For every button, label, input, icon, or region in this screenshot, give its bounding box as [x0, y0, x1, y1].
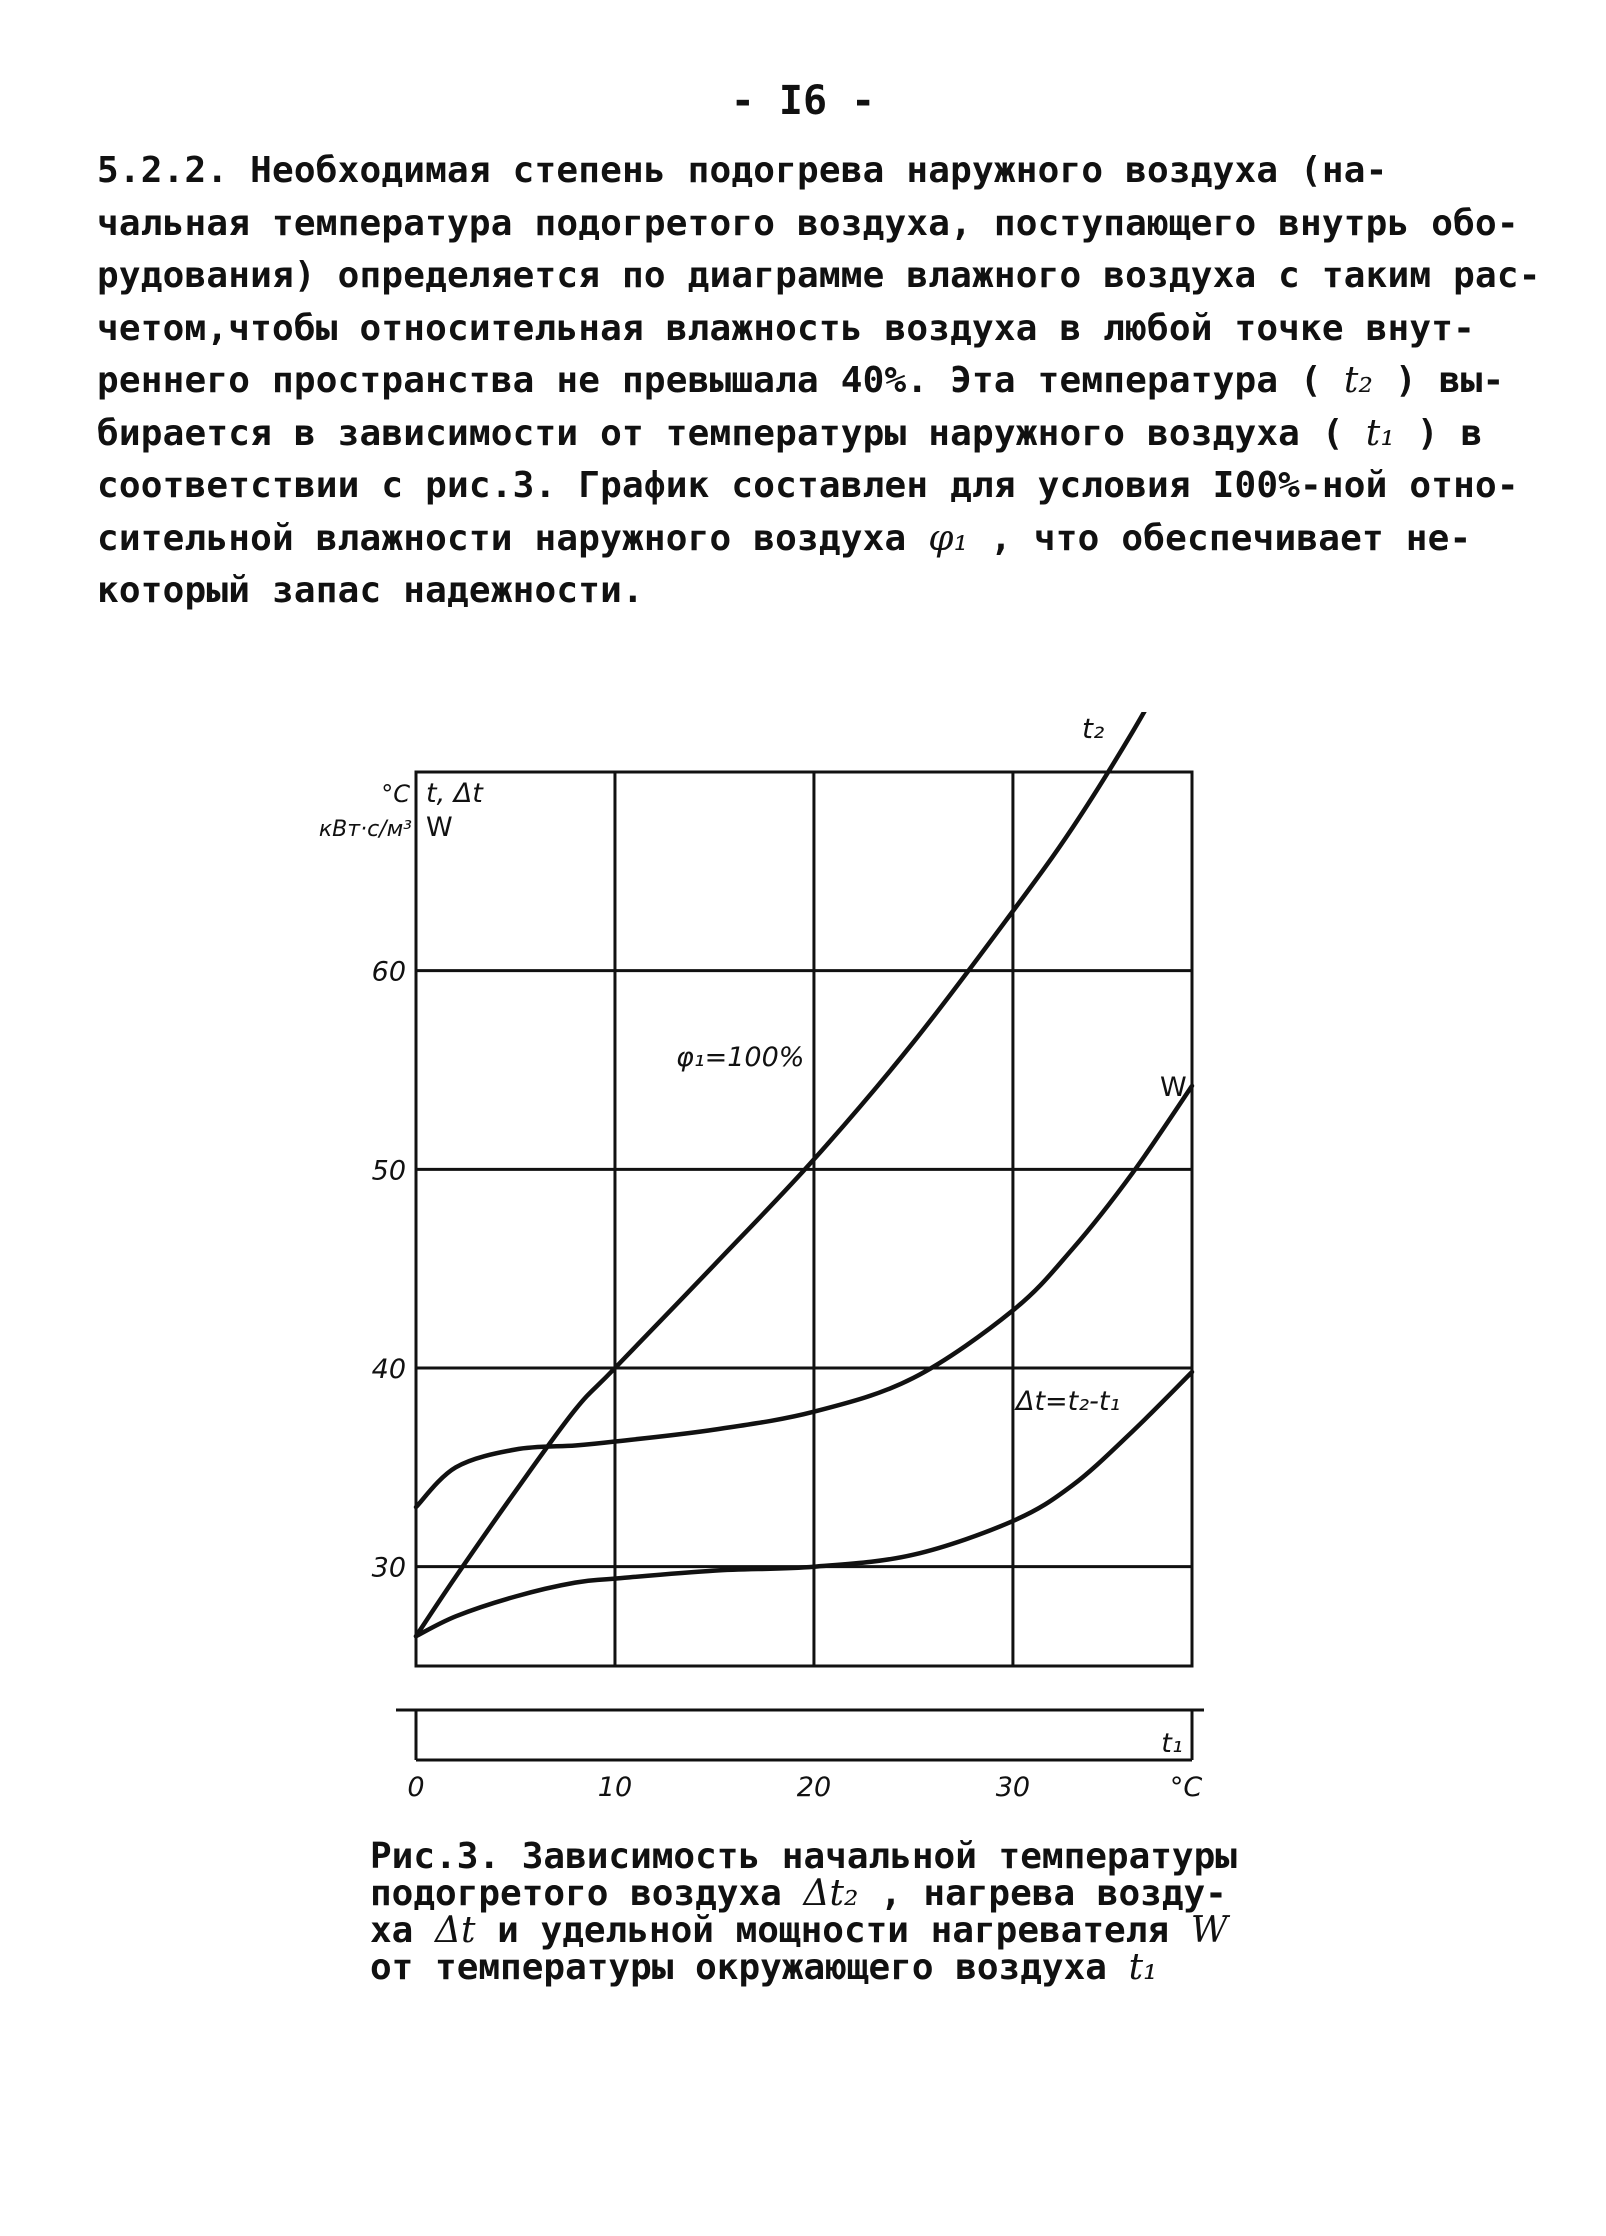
y-unit-label: кВт·с/м³ — [318, 817, 412, 842]
x-axis-label: t₁ — [1161, 1728, 1183, 1759]
caption-line — [370, 1949, 1270, 1986]
y-tick-label: 30 — [371, 1552, 406, 1584]
series-label-t2: t₂ — [1082, 712, 1105, 745]
y-tick-label: 40 — [371, 1354, 406, 1385]
paragraph-line: рудования) определяется по диаграмме влажного воздуха с таким рас- — [97, 255, 1541, 296]
paragraph-line: четом,чтобы относительная влажность воздуха в любой точке внут- — [97, 307, 1476, 349]
page-number: - I6 - — [730, 78, 876, 124]
body-paragraph — [97, 145, 1541, 618]
y-axis-label: W — [426, 812, 453, 843]
annotation-phi: φ₁=100% — [676, 1042, 805, 1073]
paragraph-line-tail: , что обеспечивает не- — [968, 517, 1472, 559]
paragraph-line: 5.2.2. Необходимая степень подогрева наружного воздуха (на- — [97, 150, 1388, 191]
caption-symbol-t1: t₁ — [1128, 1947, 1158, 1988]
paragraph-line: чальная температура подогретого воздуха, поступающего внутрь обо- — [97, 202, 1519, 244]
paragraph-line-text: бирается в зависимости от температуры наружного воздуха ( — [97, 412, 1366, 454]
symbol-t2: t₂ — [1343, 360, 1374, 401]
x-unit-label: °C — [1169, 1772, 1203, 1803]
caption-text: от температуры окружающего воздуха — [370, 1947, 1129, 1988]
paragraph-line-tail: ) вы- — [1373, 360, 1505, 401]
caption-text: , нагрева возду- — [858, 1873, 1227, 1914]
y-axis-label: t, Δt — [426, 778, 483, 809]
paragraph-line-text: реннего пространства не превышала 40%. Эта температура ( — [97, 360, 1344, 401]
series-label-w: W — [1160, 1072, 1187, 1103]
paragraph-line — [97, 513, 1517, 566]
caption-line: Рис.3. Зависимость начальной температуры — [370, 1836, 1237, 1877]
plot-frame — [416, 772, 1192, 1666]
y-tick-label: 60 — [371, 956, 406, 988]
caption-text: подогретого воздуха — [370, 1873, 804, 1914]
y-unit-label: °C — [381, 780, 410, 808]
symbol-t1: t₁ — [1365, 412, 1395, 454]
paragraph-line — [97, 408, 1517, 461]
paragraph-line: который запас надежности. — [97, 570, 644, 611]
caption-text: ха — [370, 1910, 436, 1951]
caption-symbol-w: W — [1190, 1910, 1228, 1951]
x-tick-label: 30 — [995, 1772, 1031, 1803]
caption-line — [370, 1875, 1270, 1912]
paragraph-line-tail: ) в — [1395, 412, 1483, 454]
paragraph-line: соответствии с рис.3. График составлен для условия I00%-ной отно- — [97, 465, 1519, 506]
caption-symbol-dt: Δt — [435, 1910, 476, 1951]
x-tick-label: 20 — [796, 1772, 832, 1803]
series-label-dt: Δt=t₂-t₁ — [1016, 1386, 1121, 1417]
figure-caption — [370, 1838, 1270, 1986]
symbol-phi1: φ₁ — [928, 517, 969, 559]
y-tick-label: 50 — [371, 1155, 406, 1187]
paragraph-line — [97, 355, 1517, 408]
x-tick-label: 0 — [407, 1772, 425, 1803]
figure-3-chart — [280, 700, 1240, 1820]
series-line-1 — [416, 1086, 1192, 1507]
caption-text: и удельной мощности нагревателя — [475, 1910, 1191, 1951]
caption-line — [370, 1912, 1270, 1949]
x-tick-label: 10 — [597, 1772, 633, 1803]
paragraph-line-text: сительной влажности наружного воздуха — [97, 517, 929, 559]
caption-symbol-dt2: Δt₂ — [803, 1873, 859, 1914]
